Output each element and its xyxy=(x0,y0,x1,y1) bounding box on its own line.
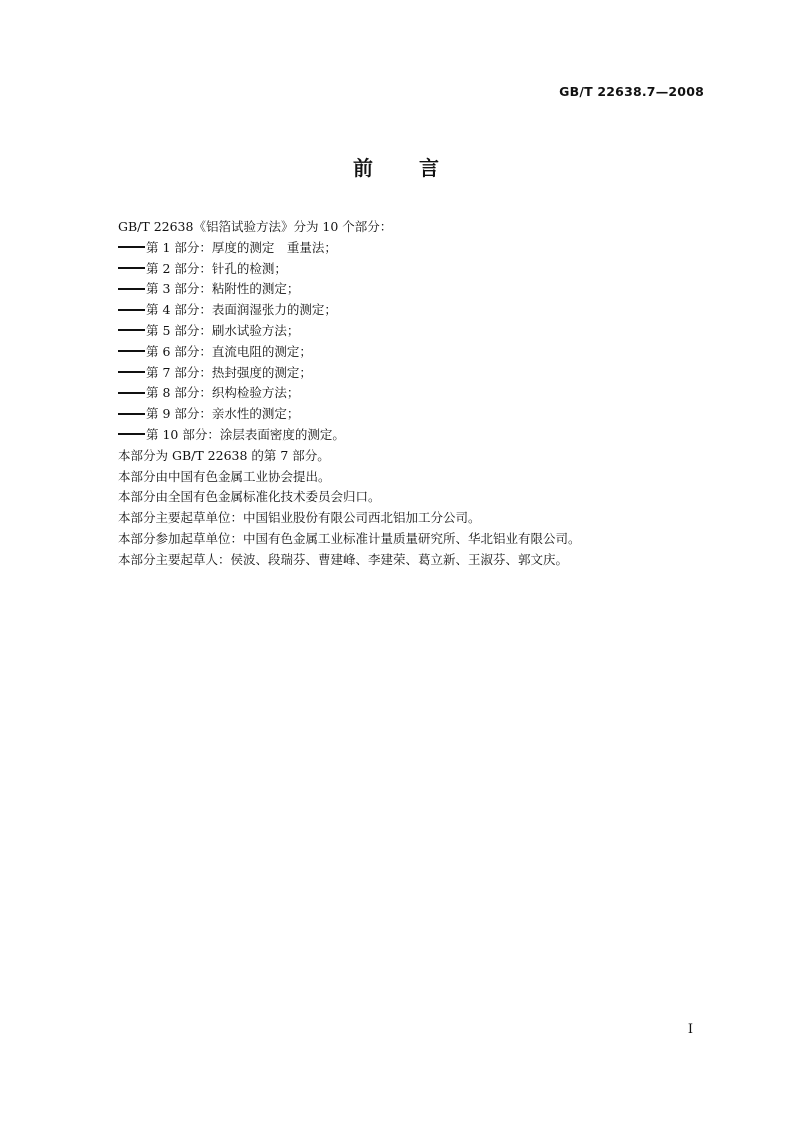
part-text: 第 6 部分：直流电阻的测定； xyxy=(146,343,312,359)
part-item xyxy=(118,279,718,300)
part-text: 第 10 部分：涂层表面密度的测定。 xyxy=(146,426,345,442)
part-item xyxy=(118,342,718,363)
part-text: 第 5 部分：刷水试验方法； xyxy=(146,322,300,338)
standard-code: GB/T 22638.7—2008 xyxy=(559,84,704,99)
part-item xyxy=(118,259,718,280)
part-text: 第 4 部分：表面润湿张力的测定； xyxy=(146,302,337,318)
em-dash-mark xyxy=(118,246,145,248)
part-text: 第 2 部分：针孔的检测； xyxy=(146,260,287,276)
part-item xyxy=(118,238,718,259)
part-item xyxy=(118,383,718,404)
page-number: I xyxy=(687,1022,693,1037)
part-item xyxy=(118,321,718,342)
statement-line: 本部分主要起草人：侯波、段瑞芬、曹建峰、李建荣、葛立新、王淑芬、郭文庆。 xyxy=(118,551,569,567)
part-item xyxy=(118,404,718,425)
em-dash-mark xyxy=(118,309,145,311)
em-dash-mark xyxy=(118,371,145,373)
em-dash-mark xyxy=(118,350,145,352)
statement-line: 本部分由中国有色金属工业协会提出。 xyxy=(118,468,331,484)
part-item xyxy=(118,425,718,446)
statement-line: 本部分主要起草单位：中国铝业股份有限公司西北铝加工分公司。 xyxy=(118,510,481,526)
em-dash-mark xyxy=(118,392,145,394)
part-text: 第 7 部分：热封强度的测定； xyxy=(146,364,312,380)
part-text: 第 8 部分：织构检验方法； xyxy=(146,385,300,401)
em-dash-mark xyxy=(118,433,145,435)
page-title: 前 言 xyxy=(353,156,441,180)
part-item xyxy=(118,300,718,321)
part-text: 第 9 部分：亲水性的测定； xyxy=(146,406,300,422)
part-text: 第 3 部分：粘附性的测定； xyxy=(146,281,300,297)
part-item xyxy=(118,363,718,384)
statement-line: 本部分由全国有色金属标准化技术委员会归口。 xyxy=(118,489,381,505)
em-dash-mark xyxy=(118,267,145,269)
statement-line: 本部分参加起草单位：中国有色金属工业标准计量质量研究所、华北铝业有限公司。 xyxy=(118,530,581,546)
foreword-body xyxy=(118,217,718,571)
em-dash-mark xyxy=(118,288,145,290)
intro-line: GB/T 22638《铝箔试验方法》分为 10 个部分： xyxy=(118,219,393,234)
em-dash-mark xyxy=(118,413,145,415)
em-dash-mark xyxy=(118,329,145,331)
statement-line: 本部分为 GB/T 22638 的第 7 部分。 xyxy=(118,447,330,463)
part-text: 第 1 部分：厚度的测定 重量法； xyxy=(146,239,337,255)
